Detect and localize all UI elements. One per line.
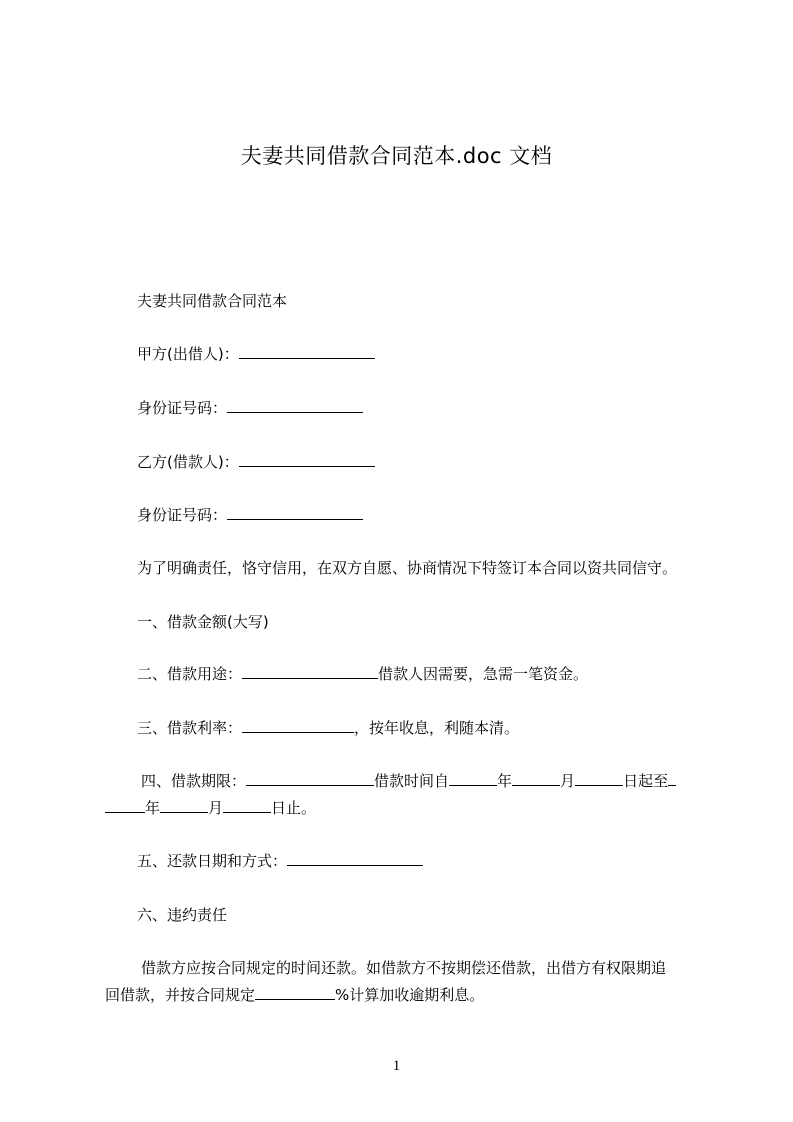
fill-blank [242, 664, 378, 679]
party-b-id-line: 身份证号码： [137, 505, 363, 525]
clause-5: 五、还款日期和方式： [137, 851, 423, 871]
clause-6-body-line-1: 借款方应按合同规定的时间还款。如借款方不按期偿还借款，出借方有权限期追 [141, 959, 667, 977]
document-title: 夫妻共同借款合同范本.doc 文档 [240, 144, 553, 168]
preamble-paragraph: 为了明确责任，恪守信用，在双方自愿、协商情况下特签订本合同以资共同信守。 [137, 559, 678, 577]
fill-blank [668, 771, 676, 786]
clause-6: 六、违约责任 [137, 906, 228, 924]
fill-blank [512, 771, 560, 786]
fill-blank [239, 452, 375, 467]
party-b-line: 乙方(借款人)： [137, 452, 375, 472]
fill-blank [227, 398, 363, 413]
clause-2: 二、借款用途： 借款人因需要，急需一笔资金。 [137, 665, 589, 683]
clause-4-continued: 年 月 日止。 [105, 798, 316, 818]
clause-4: 四、借款期限： 借款时间自 年 月 日起至 [141, 771, 676, 791]
page-number: 1 [392, 1058, 401, 1074]
fill-blank [287, 851, 423, 866]
clause-6-body-line-2: 回借款，并按合同规定 %计算加收逾期利息。 [105, 986, 485, 1004]
fill-blank [255, 985, 335, 1000]
contract-heading: 夫妻共同借款合同范本 [137, 292, 288, 310]
fill-blank [575, 771, 623, 786]
fill-blank [105, 798, 145, 813]
fill-blank [227, 505, 363, 520]
fill-blank [449, 771, 497, 786]
party-a-line: 甲方(出借人)： [137, 344, 375, 364]
clause-1: 一、借款金额(大写) [137, 613, 269, 631]
fill-blank [242, 718, 354, 733]
clause-3: 三、借款利率： ，按年收息，利随本清。 [137, 719, 520, 737]
fill-blank [239, 344, 375, 359]
fill-blank [246, 771, 374, 786]
party-a-id-line: 身份证号码： [137, 398, 363, 418]
fill-blank [223, 798, 271, 813]
fill-blank [160, 798, 208, 813]
